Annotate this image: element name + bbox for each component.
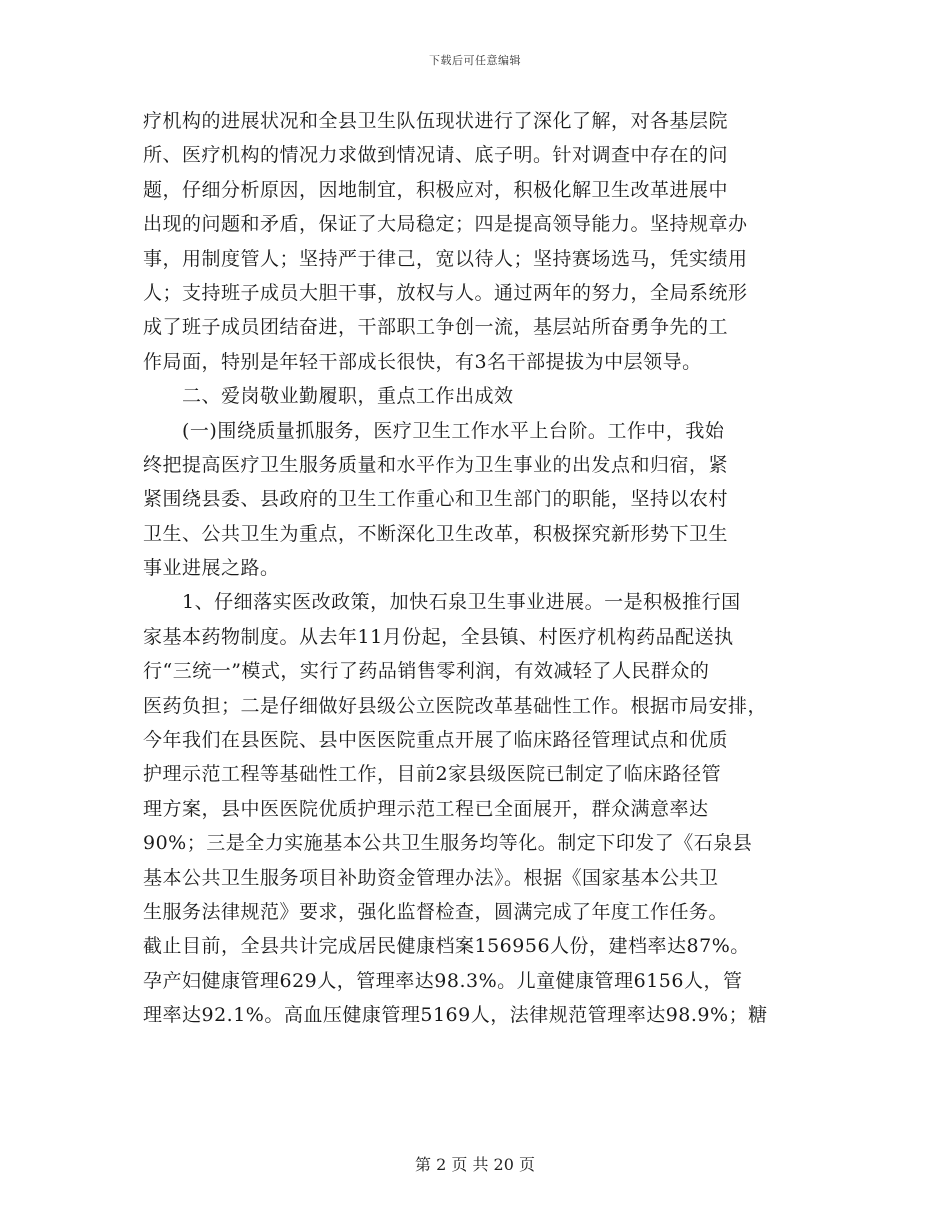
text-line: 事业进展之路。: [143, 557, 280, 580]
text-line: 所、医疗机构的情况力求做到情况请、底子明。针对调查中存在的问: [143, 144, 729, 167]
text-line: 医药负担；二是仔细做好县级公立医院改革基础性工作。根据市局安排，: [143, 694, 768, 717]
text-line: 家基本药物制度。从去年11月份起，全县镇、村医疗机构药品配送执: [143, 625, 734, 648]
text-line: 孕产妇健康管理629人，管理率达98.3%。儿童健康管理6156人，管: [143, 969, 743, 992]
document-body: [143, 104, 807, 1033]
text-line: 护理示范工程等基础性工作，目前2家县级医院已制定了临床路径管: [143, 763, 722, 786]
section-heading: 二、爱岗敬业勤履职，重点工作出成效: [143, 385, 514, 408]
text-line: 成了班子成员团结奋进，干部职工争创一流，基层站所奋勇争先的工: [143, 316, 729, 339]
text-line: 今年我们在县医院、县中医医院重点开展了临床路径管理试点和优质: [143, 729, 729, 752]
text-line: 1、仔细落实医改政策，加快石泉卫生事业进展。一是积极推行国: [143, 591, 741, 614]
text-line: 理率达92.1%。高血压健康管理5169人，法律规范管理率达98.9%；糖: [143, 1004, 768, 1027]
text-line: 疗机构的进展状况和全县卫生队伍现状进行了深化了解，对各基层院: [143, 110, 729, 132]
text-line: (一)围绕质量抓服务，医疗卫生工作水平上台阶。工作中，我始: [143, 419, 725, 442]
text-line: 卫生、公共卫生为重点，不断深化卫生改革，积极探究新形势下卫生: [143, 522, 729, 545]
text-line: 生服务法律规范》要求，强化监督检查，圆满完成了年度工作任务。: [143, 900, 729, 923]
text-line: 理方案，县中医医院优质护理示范工程已全面展开，群众满意率达: [143, 797, 709, 820]
text-line: 截止目前，全县共计完成居民健康档案156956人份，建档率达87%。: [143, 935, 750, 958]
text-line: 行“三统一”模式，实行了药品销售零利润，有效减轻了人民群众的: [143, 660, 710, 683]
page-header: 下载后可任意编辑: [429, 54, 521, 67]
text-line: 人；支持班子成员大胆干事，放权与人。通过两年的努力，全局系统形: [143, 281, 748, 304]
text-line: 紧围绕县委、县政府的卫生工作重心和卫生部门的职能，坚持以农村: [143, 488, 729, 511]
text-line: 90%；三是全力实施基本公共卫生服务均等化。制定下印发了《石泉县: [143, 832, 753, 855]
text-line: 题，仔细分析原因，因地制宜，积极应对，积极化解卫生改革进展中: [143, 178, 729, 201]
text-line: 终把提高医疗卫生服务质量和水平作为卫生事业的出发点和归宿，紧: [143, 453, 729, 476]
page-number-footer: 第 2 页 共 20 页: [415, 1155, 535, 1174]
text-line: 作局面，特别是年轻干部成长很快，有3名干部提拔为中层领导。: [143, 350, 702, 373]
text-line: 出现的问题和矛盾，保证了大局稳定；四是提高领导能力。坚持规章办: [143, 213, 748, 236]
text-line: 事，用制度管人；坚持严于律己，宽以待人；坚持赛场选马，凭实绩用: [143, 247, 748, 270]
text-line: 基本公共卫生服务项目补助资金管理办法》。根据《国家基本公共卫: [143, 866, 719, 889]
